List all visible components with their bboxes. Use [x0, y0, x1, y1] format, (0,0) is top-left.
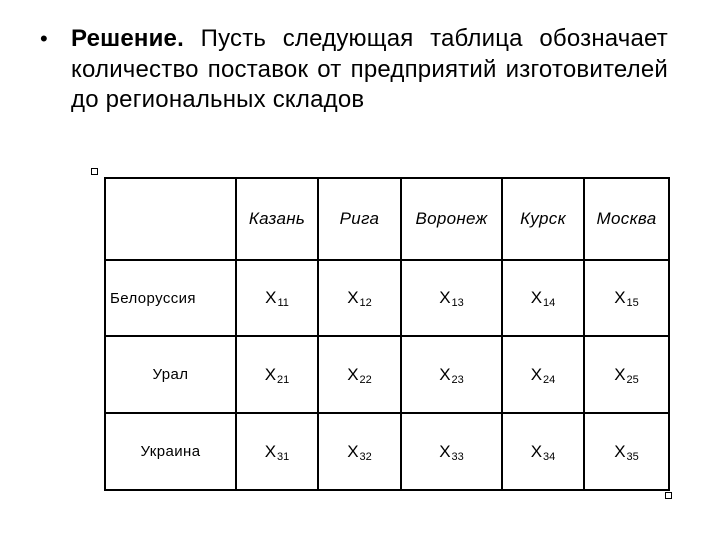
table-cell: X33: [401, 413, 502, 490]
slide-text-block: [40, 24, 668, 116]
table-resize-handle-top-left[interactable]: [91, 168, 98, 175]
table-cell: X14: [502, 260, 584, 336]
table-cell: X15: [584, 260, 669, 336]
column-header: Курск: [502, 178, 584, 260]
table-cell: X13: [401, 260, 502, 336]
table-cell: X25: [584, 336, 669, 413]
solution-paragraph: [71, 24, 668, 116]
table-cell: X21: [236, 336, 318, 413]
solution-body: Пусть следующая таблица обозначает количество поставок от предприятий изготовителей до региональных складов: [71, 25, 668, 113]
table-resize-handle-bottom-right[interactable]: [665, 492, 672, 499]
table-cell: X31: [236, 413, 318, 490]
row-label: Белоруссия: [105, 260, 236, 336]
table-row: [105, 413, 669, 490]
solution-heading: Решение.: [71, 25, 184, 52]
table-cell: X32: [318, 413, 401, 490]
table-cell: X35: [584, 413, 669, 490]
column-header: Воронеж: [401, 178, 502, 260]
table-corner-cell: [105, 178, 236, 260]
table-cell: X34: [502, 413, 584, 490]
table-cell: X11: [236, 260, 318, 336]
table-cell: X12: [318, 260, 401, 336]
table-cell: X24: [502, 336, 584, 413]
bullet-marker: •: [40, 26, 48, 51]
supply-table: [104, 177, 670, 491]
row-label: Урал: [105, 336, 236, 413]
table-row: [105, 260, 669, 336]
table-header-row: [105, 178, 669, 260]
row-label: Украина: [105, 413, 236, 490]
column-header: Рига: [318, 178, 401, 260]
table-row: [105, 336, 669, 413]
column-header: Казань: [236, 178, 318, 260]
column-header: Москва: [584, 178, 669, 260]
table-cell: X22: [318, 336, 401, 413]
table-cell: X23: [401, 336, 502, 413]
